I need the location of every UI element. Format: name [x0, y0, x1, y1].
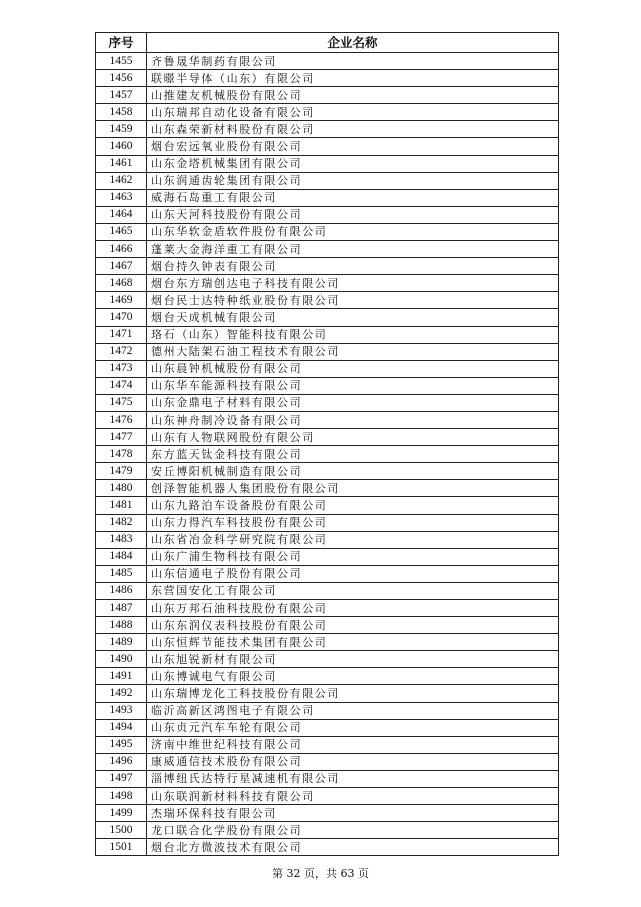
company-name: 山东九路泊车设备股份有限公司 [147, 497, 559, 514]
row-number: 1478 [96, 446, 147, 463]
table-row [96, 634, 559, 651]
row-number: 1460 [96, 138, 147, 155]
row-number: 1485 [96, 565, 147, 582]
table-row [96, 189, 559, 206]
company-name: 联暻半导体（山东）有限公司 [147, 70, 559, 87]
company-name: 齐鲁晟华制药有限公司 [147, 53, 559, 70]
company-name: 威海石岛重工有限公司 [147, 189, 559, 206]
row-number: 1463 [96, 189, 147, 206]
company-name: 龙口联合化学股份有限公司 [147, 822, 559, 839]
table-row [96, 53, 559, 70]
row-number: 1470 [96, 309, 147, 326]
company-name: 山东信通电子股份有限公司 [147, 565, 559, 582]
company-name: 山东东润仪表科技股份有限公司 [147, 617, 559, 634]
row-number: 1476 [96, 411, 147, 428]
table-row [96, 70, 559, 87]
company-name: 德州大陆架石油工程技术有限公司 [147, 343, 559, 360]
table-row [96, 736, 559, 753]
row-number: 1474 [96, 377, 147, 394]
table-row [96, 685, 559, 702]
company-name: 山东华软金盾软件股份有限公司 [147, 223, 559, 240]
company-name: 烟台东方瑞创达电子科技有限公司 [147, 275, 559, 292]
table-row [96, 104, 559, 121]
row-number: 1490 [96, 651, 147, 668]
company-name: 山东联润新材料科技有限公司 [147, 788, 559, 805]
company-name: 淄博纽氏达特行星减速机有限公司 [147, 770, 559, 787]
table-body [96, 53, 559, 856]
table-row [96, 155, 559, 172]
row-number: 1495 [96, 736, 147, 753]
table-row [96, 531, 559, 548]
company-name: 山东金塔机械集团有限公司 [147, 155, 559, 172]
company-name: 烟台持久钟表有限公司 [147, 258, 559, 275]
row-number: 1459 [96, 121, 147, 138]
table-header-row [96, 33, 559, 53]
table-row [96, 548, 559, 565]
company-list-table [95, 32, 559, 856]
company-name: 山东金鼎电子材料有限公司 [147, 394, 559, 411]
row-number: 1457 [96, 87, 147, 104]
company-name: 康威通信技术股份有限公司 [147, 753, 559, 770]
row-number: 1469 [96, 292, 147, 309]
table-row [96, 326, 559, 343]
company-name: 山东瑞邦自动化设备有限公司 [147, 104, 559, 121]
table-row [96, 138, 559, 155]
table-row [96, 822, 559, 839]
column-header-company-name: 企业名称 [147, 33, 559, 53]
company-name: 创泽智能机器人集团股份有限公司 [147, 480, 559, 497]
table-row [96, 121, 559, 138]
company-name: 山东润通齿轮集团有限公司 [147, 172, 559, 189]
company-name: 烟台北方微波技术有限公司 [147, 839, 559, 856]
row-number: 1481 [96, 497, 147, 514]
table-row [96, 617, 559, 634]
row-number: 1464 [96, 206, 147, 223]
table-row [96, 770, 559, 787]
table-row [96, 600, 559, 617]
row-number: 1480 [96, 480, 147, 497]
row-number: 1493 [96, 702, 147, 719]
table-row [96, 360, 559, 377]
row-number: 1491 [96, 668, 147, 685]
row-number: 1500 [96, 822, 147, 839]
company-name: 临沂高新区鸿图电子有限公司 [147, 702, 559, 719]
table-row [96, 497, 559, 514]
table-row [96, 651, 559, 668]
table-row [96, 788, 559, 805]
row-number: 1499 [96, 805, 147, 822]
row-number: 1492 [96, 685, 147, 702]
company-name: 山东省冶金科学研究院有限公司 [147, 531, 559, 548]
table-row [96, 582, 559, 599]
table-row [96, 241, 559, 258]
company-name: 烟台天成机械有限公司 [147, 309, 559, 326]
table-row [96, 429, 559, 446]
company-name: 烟台民士达特种纸业股份有限公司 [147, 292, 559, 309]
table-row [96, 292, 559, 309]
column-header-number: 序号 [96, 33, 147, 53]
table-row [96, 668, 559, 685]
company-name: 山东恒辉节能技术集团有限公司 [147, 634, 559, 651]
company-name: 山东瑞博龙化工科技股份有限公司 [147, 685, 559, 702]
table-row [96, 565, 559, 582]
row-number: 1466 [96, 241, 147, 258]
row-number: 1479 [96, 463, 147, 480]
company-name: 东方蓝天钛金科技有限公司 [147, 446, 559, 463]
company-name: 山东有人物联网股份有限公司 [147, 429, 559, 446]
company-name: 山东森荣新材料股份有限公司 [147, 121, 559, 138]
table-row [96, 463, 559, 480]
table-row [96, 309, 559, 326]
row-number: 1486 [96, 582, 147, 599]
table-row [96, 275, 559, 292]
row-number: 1482 [96, 514, 147, 531]
row-number: 1462 [96, 172, 147, 189]
company-name: 济南中维世纪科技有限公司 [147, 736, 559, 753]
row-number: 1467 [96, 258, 147, 275]
row-number: 1456 [96, 70, 147, 87]
company-name: 山东晨钟机械股份有限公司 [147, 360, 559, 377]
company-name: 山东广浦生物科技有限公司 [147, 548, 559, 565]
company-name: 蓬莱大金海洋重工有限公司 [147, 241, 559, 258]
company-name: 山东神舟制冷设备有限公司 [147, 411, 559, 428]
row-number: 1489 [96, 634, 147, 651]
table-row [96, 172, 559, 189]
table-row [96, 223, 559, 240]
company-name: 山东旭锐新材有限公司 [147, 651, 559, 668]
row-number: 1455 [96, 53, 147, 70]
company-name: 珞石（山东）智能科技有限公司 [147, 326, 559, 343]
table-row [96, 839, 559, 856]
row-number: 1461 [96, 155, 147, 172]
company-name: 山东力得汽车科技股份有限公司 [147, 514, 559, 531]
company-name: 山东天河科技股份有限公司 [147, 206, 559, 223]
company-name: 山推建友机械股份有限公司 [147, 87, 559, 104]
table-row [96, 206, 559, 223]
row-number: 1496 [96, 753, 147, 770]
company-name: 安丘博阳机械制造有限公司 [147, 463, 559, 480]
row-number: 1501 [96, 839, 147, 856]
table-row [96, 702, 559, 719]
company-name: 山东万邦石油科技股份有限公司 [147, 600, 559, 617]
row-number: 1472 [96, 343, 147, 360]
table-row [96, 719, 559, 736]
company-name: 山东贞元汽车车轮有限公司 [147, 719, 559, 736]
row-number: 1484 [96, 548, 147, 565]
row-number: 1487 [96, 600, 147, 617]
company-name: 杰瑞环保科技有限公司 [147, 805, 559, 822]
row-number: 1483 [96, 531, 147, 548]
company-name: 烟台宏远氧业股份有限公司 [147, 138, 559, 155]
row-number: 1465 [96, 223, 147, 240]
company-name: 山东华车能源科技有限公司 [147, 377, 559, 394]
row-number: 1468 [96, 275, 147, 292]
row-number: 1477 [96, 429, 147, 446]
table-row [96, 446, 559, 463]
table-row [96, 480, 559, 497]
table-row [96, 343, 559, 360]
table-row [96, 805, 559, 822]
row-number: 1498 [96, 788, 147, 805]
table-row [96, 394, 559, 411]
table-row [96, 258, 559, 275]
row-number: 1473 [96, 360, 147, 377]
company-name: 山东博诚电气有限公司 [147, 668, 559, 685]
table-row [96, 87, 559, 104]
table-row [96, 753, 559, 770]
row-number: 1458 [96, 104, 147, 121]
row-number: 1488 [96, 617, 147, 634]
row-number: 1497 [96, 770, 147, 787]
company-name: 东营国安化工有限公司 [147, 582, 559, 599]
table-row [96, 377, 559, 394]
table-row [96, 411, 559, 428]
page-number-footer: 第 32 页，共 63 页 [272, 867, 369, 880]
row-number: 1475 [96, 394, 147, 411]
row-number: 1494 [96, 719, 147, 736]
table-row [96, 514, 559, 531]
row-number: 1471 [96, 326, 147, 343]
